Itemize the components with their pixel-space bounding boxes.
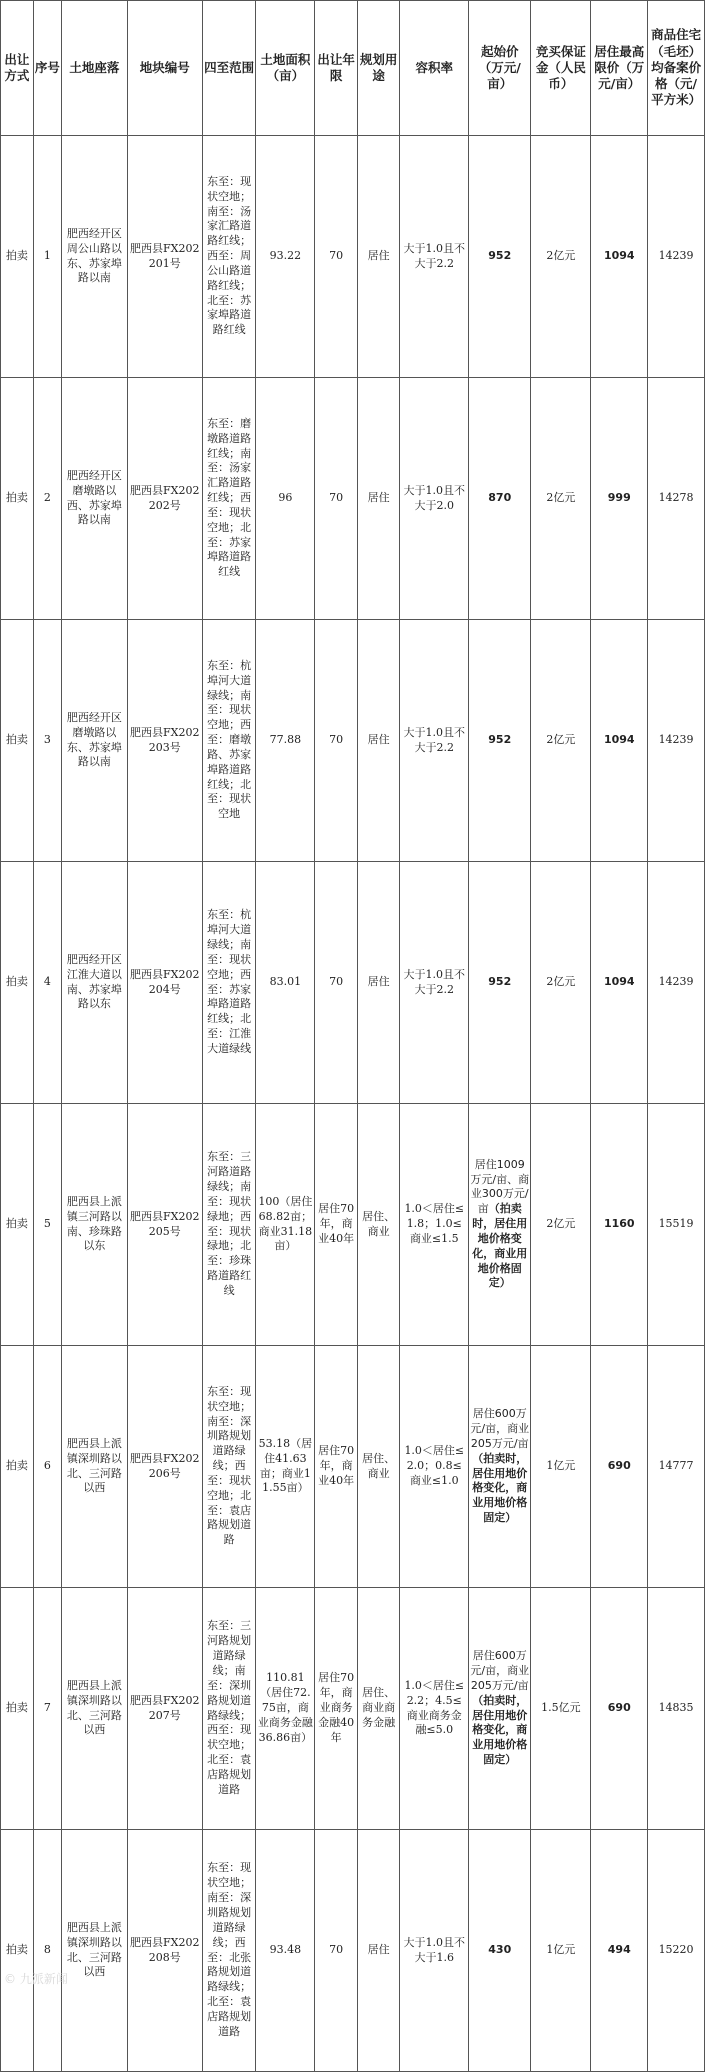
cell-maxprice: 1160 bbox=[591, 1104, 648, 1346]
cell-maxprice: 494 bbox=[591, 1830, 648, 2072]
cell-maxprice: 1094 bbox=[591, 136, 648, 378]
cell-location: 肥西县上派镇深圳路以北、三河路以西 bbox=[62, 1346, 127, 1588]
cell-filing: 14239 bbox=[648, 136, 705, 378]
cell-far: 大于1.0且不大于2.0 bbox=[400, 378, 469, 620]
cell-use: 居住 bbox=[357, 136, 400, 378]
cell-method: 拍卖 bbox=[1, 1346, 34, 1588]
cell-maxprice: 1094 bbox=[591, 620, 648, 862]
table-row bbox=[1, 862, 705, 1104]
cell-area: 93.22 bbox=[256, 136, 315, 378]
start-price-value: 952 bbox=[488, 733, 512, 747]
cell-location: 肥西经开区周公山路以东、苏家埠路以南 bbox=[62, 136, 127, 378]
cell-filing: 14777 bbox=[648, 1346, 705, 1588]
cell-start bbox=[469, 1588, 531, 1830]
cell-code: 肥西县FX202203号 bbox=[127, 620, 202, 862]
cell-use: 居住 bbox=[357, 862, 400, 1104]
start-price-value: 居住1009万元/亩、商业300万元/亩 bbox=[470, 1157, 530, 1216]
cell-start bbox=[469, 1346, 531, 1588]
header-term: 出让年限 bbox=[315, 1, 358, 136]
cell-term: 居住70年，商业商务金融40年 bbox=[315, 1588, 358, 1830]
cell-term: 70 bbox=[315, 136, 358, 378]
cell-maxprice: 1094 bbox=[591, 862, 648, 1104]
cell-method: 拍卖 bbox=[1, 1830, 34, 2072]
header-far: 容积率 bbox=[400, 1, 469, 136]
cell-far: 大于1.0且不大于1.6 bbox=[400, 1830, 469, 2072]
cell-seq: 4 bbox=[33, 862, 61, 1104]
cell-seq: 3 bbox=[33, 620, 61, 862]
cell-use: 居住、商业 bbox=[357, 1346, 400, 1588]
cell-term: 70 bbox=[315, 378, 358, 620]
cell-filing: 14239 bbox=[648, 620, 705, 862]
header-row bbox=[1, 1, 705, 136]
cell-term: 70 bbox=[315, 1830, 358, 2072]
header-method: 出让方式 bbox=[1, 1, 34, 136]
cell-code: 肥西县FX202208号 bbox=[127, 1830, 202, 2072]
cell-deposit: 1亿元 bbox=[531, 1830, 591, 2072]
cell-code: 肥西县FX202201号 bbox=[127, 136, 202, 378]
cell-term: 居住70年，商业40年 bbox=[315, 1346, 358, 1588]
cell-area: 100（居住68.82亩；商业31.18亩） bbox=[256, 1104, 315, 1346]
cell-far: 大于1.0且不大于2.2 bbox=[400, 136, 469, 378]
cell-deposit: 1.5亿元 bbox=[531, 1588, 591, 1830]
cell-deposit: 2亿元 bbox=[531, 862, 591, 1104]
cell-seq: 1 bbox=[33, 136, 61, 378]
cell-deposit: 2亿元 bbox=[531, 136, 591, 378]
cell-bounds: 东至：现状空地；南至：汤家汇路道路红线；西至：周公山路道路红线；北至：苏家埠路道路红线 bbox=[202, 136, 255, 378]
header-location: 土地座落 bbox=[62, 1, 127, 136]
cell-code: 肥西县FX202204号 bbox=[127, 862, 202, 1104]
cell-use: 居住、商业 bbox=[357, 1104, 400, 1346]
header-maxprice: 居住最高限价（万元/亩） bbox=[591, 1, 648, 136]
cell-deposit: 2亿元 bbox=[531, 620, 591, 862]
cell-filing: 14239 bbox=[648, 862, 705, 1104]
cell-use: 居住 bbox=[357, 378, 400, 620]
start-price-note: （拍卖时，居住用地价格变化，商业用地价格固定） bbox=[472, 1451, 528, 1525]
header-seq: 序号 bbox=[33, 1, 61, 136]
cell-code: 肥西县FX202205号 bbox=[127, 1104, 202, 1346]
header-use: 规划用途 bbox=[357, 1, 400, 136]
cell-deposit: 1亿元 bbox=[531, 1346, 591, 1588]
cell-term: 70 bbox=[315, 620, 358, 862]
cell-filing: 15519 bbox=[648, 1104, 705, 1346]
cell-far: 大于1.0且不大于2.2 bbox=[400, 620, 469, 862]
cell-method: 拍卖 bbox=[1, 378, 34, 620]
cell-maxprice: 999 bbox=[591, 378, 648, 620]
cell-start bbox=[469, 136, 531, 378]
cell-location: 肥西县上派镇深圳路以北、三河路以西 bbox=[62, 1588, 127, 1830]
cell-bounds: 东至：现状空地；南至：深圳路规划道路绿线；西至：北张路规划道路绿线；北至：袁店路规划道路 bbox=[202, 1830, 255, 2072]
cell-area: 83.01 bbox=[256, 862, 315, 1104]
cell-bounds: 东至：三河路道路绿线；南至：现状绿地；西至：现状绿地；北至：珍珠路道路红线 bbox=[202, 1104, 255, 1346]
cell-area: 77.88 bbox=[256, 620, 315, 862]
cell-location: 肥西经开区江淮大道以南、苏家埠路以东 bbox=[62, 862, 127, 1104]
header-filing: 商品住宅（毛坯）均备案价格（元/平方米） bbox=[648, 1, 705, 136]
cell-bounds: 东至：三河路规划道路绿线；南至：深圳路规划道路绿线；西至：现状空地；北至：袁店路规划道路 bbox=[202, 1588, 255, 1830]
start-price-note: （拍卖时，居住用地价格变化，商业用地价格固定） bbox=[472, 1202, 528, 1290]
table-row bbox=[1, 136, 705, 378]
cell-seq: 6 bbox=[33, 1346, 61, 1588]
header-area: 土地面积（亩） bbox=[256, 1, 315, 136]
cell-bounds: 东至：杭埠河大道绿线；南至：现状空地；西至：苏家埠路道路红线；北至：江淮大道绿线 bbox=[202, 862, 255, 1104]
cell-location: 肥西县上派镇三河路以南、珍珠路以东 bbox=[62, 1104, 127, 1346]
cell-area: 110.81（居住72.75亩，商业商务金融36.86亩） bbox=[256, 1588, 315, 1830]
cell-start bbox=[469, 1104, 531, 1346]
table-row bbox=[1, 1830, 705, 2072]
start-price-value: 952 bbox=[488, 249, 512, 263]
table-row bbox=[1, 620, 705, 862]
cell-method: 拍卖 bbox=[1, 1104, 34, 1346]
cell-start bbox=[469, 862, 531, 1104]
table-row bbox=[1, 1588, 705, 1830]
cell-start bbox=[469, 378, 531, 620]
cell-deposit: 2亿元 bbox=[531, 1104, 591, 1346]
header-bounds: 四至范围 bbox=[202, 1, 255, 136]
cell-bounds: 东至：磨墩路道路红线；南至：汤家汇路道路红线；西至：现状空地；北至：苏家埠路道路红线 bbox=[202, 378, 255, 620]
table-row bbox=[1, 1346, 705, 1588]
cell-maxprice: 690 bbox=[591, 1346, 648, 1588]
start-price-value: 870 bbox=[488, 491, 512, 505]
start-price-value: 居住600万元/亩，商业205万元/亩 bbox=[470, 1649, 530, 1692]
cell-code: 肥西县FX202202号 bbox=[127, 378, 202, 620]
cell-deposit: 2亿元 bbox=[531, 378, 591, 620]
header-deposit: 竞买保证金（人民币） bbox=[531, 1, 591, 136]
cell-area: 93.48 bbox=[256, 1830, 315, 2072]
cell-location: 肥西经开区磨墩路以西、苏家埠路以南 bbox=[62, 378, 127, 620]
cell-filing: 14835 bbox=[648, 1588, 705, 1830]
cell-filing: 14278 bbox=[648, 378, 705, 620]
cell-far: 1.0＜居住≤2.2；4.5≤商业商务金融≤5.0 bbox=[400, 1588, 469, 1830]
cell-far: 大于1.0且不大于2.2 bbox=[400, 862, 469, 1104]
header-code: 地块编号 bbox=[127, 1, 202, 136]
header-start: 起始价（万元/亩） bbox=[469, 1, 531, 136]
table-row bbox=[1, 1104, 705, 1346]
cell-term: 70 bbox=[315, 862, 358, 1104]
cell-method: 拍卖 bbox=[1, 862, 34, 1104]
cell-location: 肥西经开区磨墩路以东、苏家埠路以南 bbox=[62, 620, 127, 862]
cell-seq: 5 bbox=[33, 1104, 61, 1346]
watermark-text: © 九派新闻 bbox=[4, 1972, 68, 1986]
cell-use: 居住、商业商务金融 bbox=[357, 1588, 400, 1830]
start-price-value: 952 bbox=[488, 975, 512, 989]
start-price-note: （拍卖时，居住用地价格变化，商业用地价格固定） bbox=[472, 1693, 528, 1767]
cell-seq: 2 bbox=[33, 378, 61, 620]
cell-area: 53.18（居住41.63亩；商业11.55亩） bbox=[256, 1346, 315, 1588]
cell-far: 1.0＜居住≤1.8；1.0≤商业≤1.5 bbox=[400, 1104, 469, 1346]
cell-far: 1.0＜居住≤2.0；0.8≤商业≤1.0 bbox=[400, 1346, 469, 1588]
cell-code: 肥西县FX202207号 bbox=[127, 1588, 202, 1830]
cell-term: 居住70年，商业40年 bbox=[315, 1104, 358, 1346]
cell-use: 居住 bbox=[357, 620, 400, 862]
table-row bbox=[1, 378, 705, 620]
cell-method: 拍卖 bbox=[1, 620, 34, 862]
cell-bounds: 东至：现状空地；南至：深圳路规划道路绿线；西至：现状空地；北至：袁店路规划道路 bbox=[202, 1346, 255, 1588]
cell-maxprice: 690 bbox=[591, 1588, 648, 1830]
cell-start bbox=[469, 1830, 531, 2072]
start-price-value: 430 bbox=[488, 1943, 512, 1957]
cell-filing: 15220 bbox=[648, 1830, 705, 2072]
cell-use: 居住 bbox=[357, 1830, 400, 2072]
cell-method: 拍卖 bbox=[1, 136, 34, 378]
start-price-value: 居住600万元/亩，商业205万元/亩 bbox=[470, 1407, 530, 1450]
cell-seq: 7 bbox=[33, 1588, 61, 1830]
cell-bounds: 东至：杭埠河大道绿线；南至：现状空地；西至：磨墩路、苏家埠路道路红线；北至：现状空地 bbox=[202, 620, 255, 862]
cell-method: 拍卖 bbox=[1, 1588, 34, 1830]
cell-area: 96 bbox=[256, 378, 315, 620]
cell-seq: 8 bbox=[33, 1830, 61, 2072]
cell-start bbox=[469, 620, 531, 862]
cell-code: 肥西县FX202206号 bbox=[127, 1346, 202, 1588]
cell-location: 肥西县上派镇深圳路以北、三河路以西 bbox=[62, 1830, 127, 2072]
